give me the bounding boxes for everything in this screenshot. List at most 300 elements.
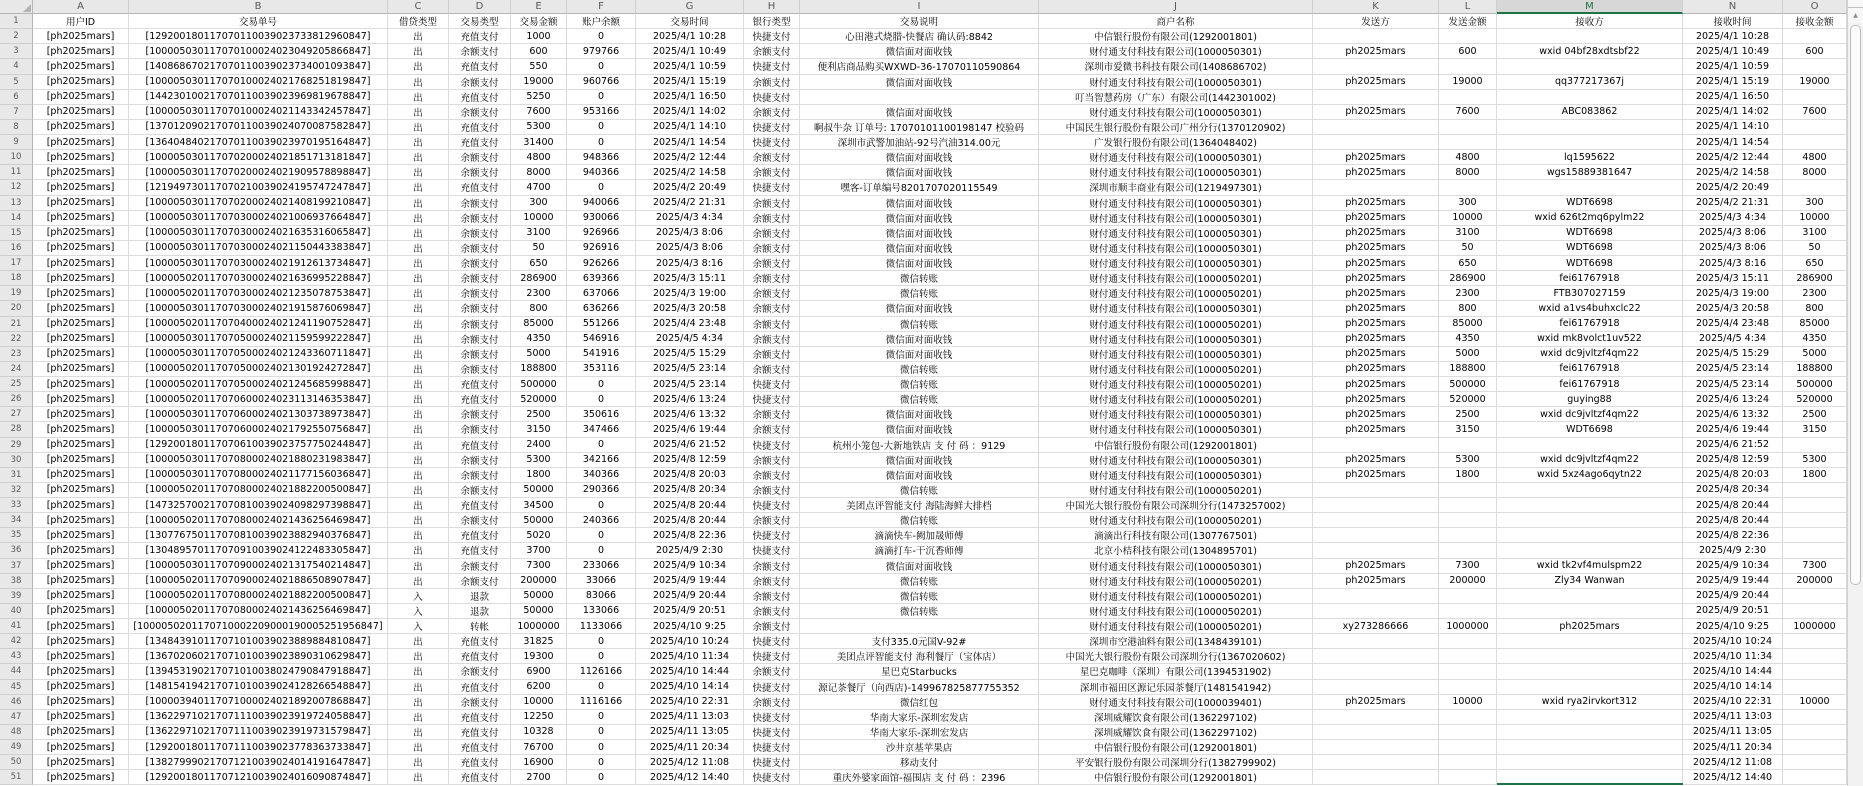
row-number[interactable]: 50 — [0, 755, 33, 770]
cell-H41[interactable]: 余额支付 — [744, 619, 800, 634]
cell-A49[interactable]: [ph2025mars] — [33, 740, 129, 755]
cell-B47[interactable]: [136229710217071110039023919724058847] — [129, 710, 388, 725]
field-header-A1[interactable]: 用户ID — [33, 14, 129, 29]
cell-O23[interactable]: 5000 — [1783, 347, 1847, 362]
cell-D5[interactable]: 余额支付 — [449, 75, 511, 90]
cell-B17[interactable]: [100005030117070300024021912613734847] — [129, 256, 388, 271]
cell-M31[interactable]: wxid 5xz4ago6qytn22 — [1497, 468, 1683, 483]
cell-D10[interactable]: 余额支付 — [449, 150, 511, 165]
cell-G33[interactable]: 2025/4/8 20:44 — [636, 498, 744, 513]
cell-I4[interactable]: 便利店商品购买WXWD-36-17070110590864 — [800, 59, 1039, 74]
cell-C42[interactable]: 出 — [388, 634, 449, 649]
cell-N36[interactable]: 2025/4/9 2:30 — [1683, 543, 1783, 558]
cell-F11[interactable]: 940366 — [567, 165, 636, 180]
cell-O8[interactable] — [1783, 120, 1847, 135]
cell-L27[interactable]: 2500 — [1439, 407, 1497, 422]
cell-L38[interactable]: 200000 — [1439, 574, 1497, 589]
cell-E27[interactable]: 2500 — [511, 407, 567, 422]
cell-O18[interactable]: 286900 — [1783, 271, 1847, 286]
cell-C37[interactable]: 出 — [388, 559, 449, 574]
cell-G18[interactable]: 2025/4/3 15:11 — [636, 271, 744, 286]
cell-L23[interactable]: 5000 — [1439, 347, 1497, 362]
cell-A48[interactable]: [ph2025mars] — [33, 725, 129, 740]
cell-C46[interactable]: 出 — [388, 695, 449, 710]
cell-L43[interactable] — [1439, 649, 1497, 664]
cell-D37[interactable]: 余额支付 — [449, 559, 511, 574]
cell-J3[interactable]: 财付通支付科技有限公司(1000050301) — [1039, 44, 1313, 59]
cell-H34[interactable]: 余额支付 — [744, 513, 800, 528]
cell-D38[interactable]: 余额支付 — [449, 574, 511, 589]
cell-K30[interactable]: ph2025mars — [1313, 453, 1439, 468]
cell-C31[interactable]: 出 — [388, 468, 449, 483]
cell-K40[interactable] — [1313, 604, 1439, 619]
cell-E40[interactable]: 50000 — [511, 604, 567, 619]
cell-B23[interactable]: [100005030117070500024021243360711847] — [129, 347, 388, 362]
cell-A22[interactable]: [ph2025mars] — [33, 332, 129, 347]
cell-N9[interactable]: 2025/4/1 14:54 — [1683, 135, 1783, 150]
cell-A23[interactable]: [ph2025mars] — [33, 347, 129, 362]
cell-I43[interactable]: 美团点评智能支付 海利餐厅（宝体店） — [800, 649, 1039, 664]
cell-I40[interactable]: 微信转账 — [800, 604, 1039, 619]
cell-H21[interactable]: 余额支付 — [744, 317, 800, 332]
cell-H9[interactable]: 快捷支付 — [744, 135, 800, 150]
row-number[interactable]: 45 — [0, 680, 33, 695]
cell-B24[interactable]: [100005020117070500024021301924272847] — [129, 362, 388, 377]
cell-B27[interactable]: [100005030117070600024021303738973847] — [129, 407, 388, 422]
cell-N25[interactable]: 2025/4/5 23:14 — [1683, 377, 1783, 392]
cell-G36[interactable]: 2025/4/9 2:30 — [636, 543, 744, 558]
cell-B30[interactable]: [100005030117070800024021880231983847] — [129, 453, 388, 468]
cell-I30[interactable]: 微信面对面收钱 — [800, 453, 1039, 468]
cell-B26[interactable]: [100005020117070600024023113146353847] — [129, 392, 388, 407]
cell-H20[interactable]: 余额支付 — [744, 301, 800, 316]
cell-J2[interactable]: 中信银行股份有限公司(1292001801) — [1039, 29, 1313, 44]
cell-F17[interactable]: 926266 — [567, 256, 636, 271]
row-number[interactable]: 13 — [0, 196, 33, 211]
row-number[interactable]: 39 — [0, 589, 33, 604]
cell-F48[interactable]: 0 — [567, 725, 636, 740]
cell-K35[interactable] — [1313, 528, 1439, 543]
cell-C24[interactable]: 出 — [388, 362, 449, 377]
cell-C23[interactable]: 出 — [388, 347, 449, 362]
cell-D3[interactable]: 余额支付 — [449, 44, 511, 59]
cell-J16[interactable]: 财付通支付科技有限公司(1000050301) — [1039, 241, 1313, 256]
cell-E33[interactable]: 34500 — [511, 498, 567, 513]
cell-D20[interactable]: 余额支付 — [449, 301, 511, 316]
cell-E30[interactable]: 5300 — [511, 453, 567, 468]
cell-I39[interactable]: 微信转账 — [800, 589, 1039, 604]
cell-G37[interactable]: 2025/4/9 10:34 — [636, 559, 744, 574]
cell-I2[interactable]: 心田港式烧腊-快餐店 确认码:8842 — [800, 29, 1039, 44]
cell-D17[interactable]: 余额支付 — [449, 256, 511, 271]
cell-L31[interactable]: 1800 — [1439, 468, 1497, 483]
cell-E45[interactable]: 6200 — [511, 680, 567, 695]
cell-C51[interactable]: 出 — [388, 770, 449, 785]
cell-K39[interactable] — [1313, 589, 1439, 604]
cell-M25[interactable]: fei61767918 — [1497, 377, 1683, 392]
cell-K27[interactable]: ph2025mars — [1313, 407, 1439, 422]
cell-E24[interactable]: 188800 — [511, 362, 567, 377]
cell-E26[interactable]: 520000 — [511, 392, 567, 407]
cell-C45[interactable]: 出 — [388, 680, 449, 695]
cell-A32[interactable]: [ph2025mars] — [33, 483, 129, 498]
cell-O34[interactable] — [1783, 513, 1847, 528]
cell-C39[interactable]: 入 — [388, 589, 449, 604]
cell-L15[interactable]: 3100 — [1439, 226, 1497, 241]
column-header-J[interactable]: J — [1039, 0, 1313, 14]
cell-D14[interactable]: 余额支付 — [449, 211, 511, 226]
cell-J38[interactable]: 财付通支付科技有限公司(1000050201) — [1039, 574, 1313, 589]
cell-G7[interactable]: 2025/4/1 14:02 — [636, 105, 744, 120]
cell-O49[interactable] — [1783, 740, 1847, 755]
cell-O39[interactable] — [1783, 589, 1847, 604]
cell-D16[interactable]: 余额支付 — [449, 241, 511, 256]
cell-E11[interactable]: 8000 — [511, 165, 567, 180]
cell-C32[interactable]: 出 — [388, 483, 449, 498]
cell-M36[interactable] — [1497, 543, 1683, 558]
cell-O33[interactable] — [1783, 498, 1847, 513]
cell-G11[interactable]: 2025/4/2 14:58 — [636, 165, 744, 180]
field-header-K1[interactable]: 发送方 — [1313, 14, 1439, 29]
cell-H43[interactable]: 快捷支付 — [744, 649, 800, 664]
cell-A45[interactable]: [ph2025mars] — [33, 680, 129, 695]
cell-M11[interactable]: wgs15889381647 — [1497, 165, 1683, 180]
cell-I13[interactable]: 微信面对面收钱 — [800, 196, 1039, 211]
cell-J21[interactable]: 财付通支付科技有限公司(1000050201) — [1039, 317, 1313, 332]
cell-F37[interactable]: 233066 — [567, 559, 636, 574]
cell-I49[interactable]: 沙井京基苹果店 — [800, 740, 1039, 755]
cell-D12[interactable]: 充值支付 — [449, 180, 511, 195]
cell-B38[interactable]: [100005020117070900024021886508907847] — [129, 574, 388, 589]
cell-H50[interactable]: 快捷支付 — [744, 755, 800, 770]
cell-J20[interactable]: 财付通支付科技有限公司(1000050301) — [1039, 301, 1313, 316]
cell-M33[interactable] — [1497, 498, 1683, 513]
cell-I46[interactable]: 微信红包 — [800, 695, 1039, 710]
cell-B16[interactable]: [100005030117070300024021150443383847] — [129, 241, 388, 256]
cell-C30[interactable]: 出 — [388, 453, 449, 468]
cell-D23[interactable]: 余额支付 — [449, 347, 511, 362]
cell-C10[interactable]: 出 — [388, 150, 449, 165]
cell-G50[interactable]: 2025/4/12 11:08 — [636, 755, 744, 770]
cell-D2[interactable]: 充值支付 — [449, 29, 511, 44]
cell-F3[interactable]: 979766 — [567, 44, 636, 59]
cell-M39[interactable] — [1497, 589, 1683, 604]
cell-O44[interactable] — [1783, 664, 1847, 679]
cell-H25[interactable]: 快捷支付 — [744, 377, 800, 392]
cell-N6[interactable]: 2025/4/1 16:50 — [1683, 90, 1783, 105]
select-all-corner[interactable] — [0, 0, 33, 14]
cell-B34[interactable]: [100005020117070800024021436256469847] — [129, 513, 388, 528]
cell-A20[interactable]: [ph2025mars] — [33, 301, 129, 316]
column-header-I[interactable]: I — [800, 0, 1039, 14]
cell-L13[interactable]: 300 — [1439, 196, 1497, 211]
cell-O35[interactable] — [1783, 528, 1847, 543]
row-number[interactable]: 8 — [0, 120, 33, 135]
cell-J6[interactable]: 叮当智慧药房（广东）有限公司(1442301002) — [1039, 90, 1313, 105]
cell-A8[interactable]: [ph2025mars] — [33, 120, 129, 135]
cell-D48[interactable]: 充值支付 — [449, 725, 511, 740]
field-header-B1[interactable]: 交易单号 — [129, 14, 388, 29]
column-header-C[interactable]: C — [388, 0, 449, 14]
cell-G43[interactable]: 2025/4/10 11:34 — [636, 649, 744, 664]
cell-D25[interactable]: 充值支付 — [449, 377, 511, 392]
cell-B8[interactable]: [137012090217070110039024070087582847] — [129, 120, 388, 135]
cell-O16[interactable]: 50 — [1783, 241, 1847, 256]
cell-I50[interactable]: 移动支付 — [800, 755, 1039, 770]
cell-L19[interactable]: 2300 — [1439, 286, 1497, 301]
cell-A41[interactable]: [ph2025mars] — [33, 619, 129, 634]
cell-D28[interactable]: 余额支付 — [449, 422, 511, 437]
cell-K37[interactable]: ph2025mars — [1313, 559, 1439, 574]
cell-J40[interactable]: 财付通支付科技有限公司(1000050201) — [1039, 604, 1313, 619]
cell-G34[interactable]: 2025/4/8 20:44 — [636, 513, 744, 528]
row-number[interactable]: 46 — [0, 695, 33, 710]
cell-I7[interactable]: 微信面对面收钱 — [800, 105, 1039, 120]
cell-E22[interactable]: 4350 — [511, 332, 567, 347]
cell-O27[interactable]: 2500 — [1783, 407, 1847, 422]
cell-K7[interactable]: ph2025mars — [1313, 105, 1439, 120]
cell-K46[interactable]: ph2025mars — [1313, 695, 1439, 710]
cell-D34[interactable]: 余额支付 — [449, 513, 511, 528]
cell-J32[interactable]: 财付通支付科技有限公司(1000050201) — [1039, 483, 1313, 498]
cell-J19[interactable]: 财付通支付科技有限公司(1000050201) — [1039, 286, 1313, 301]
cell-N11[interactable]: 2025/4/2 14:58 — [1683, 165, 1783, 180]
cell-H14[interactable]: 余额支付 — [744, 211, 800, 226]
cell-A39[interactable]: [ph2025mars] — [33, 589, 129, 604]
cell-A21[interactable]: [ph2025mars] — [33, 317, 129, 332]
field-header-I1[interactable]: 交易说明 — [800, 14, 1039, 29]
cell-L9[interactable] — [1439, 135, 1497, 150]
cell-E7[interactable]: 7600 — [511, 105, 567, 120]
cell-I11[interactable]: 微信面对面收钱 — [800, 165, 1039, 180]
cell-O41[interactable]: 1000000 — [1783, 619, 1847, 634]
field-header-N1[interactable]: 接收时间 — [1683, 14, 1783, 29]
cell-H10[interactable]: 余额支付 — [744, 150, 800, 165]
cell-O37[interactable]: 7300 — [1783, 559, 1847, 574]
cell-N29[interactable]: 2025/4/6 21:52 — [1683, 438, 1783, 453]
cell-D24[interactable]: 余额支付 — [449, 362, 511, 377]
cell-F34[interactable]: 240366 — [567, 513, 636, 528]
cell-J8[interactable]: 中国民生银行股份有限公司广州分行(1370120902) — [1039, 120, 1313, 135]
cell-E6[interactable]: 5250 — [511, 90, 567, 105]
cell-J7[interactable]: 财付通支付科技有限公司(1000050301) — [1039, 105, 1313, 120]
cell-K8[interactable] — [1313, 120, 1439, 135]
cell-E2[interactable]: 1000 — [511, 29, 567, 44]
cell-G13[interactable]: 2025/4/2 21:31 — [636, 196, 744, 211]
cell-G5[interactable]: 2025/4/1 15:19 — [636, 75, 744, 90]
cell-E21[interactable]: 85000 — [511, 317, 567, 332]
cell-I38[interactable]: 微信转账 — [800, 574, 1039, 589]
cell-L22[interactable]: 4350 — [1439, 332, 1497, 347]
cell-O40[interactable] — [1783, 604, 1847, 619]
cell-C41[interactable]: 入 — [388, 619, 449, 634]
field-header-E1[interactable]: 交易金额 — [511, 14, 567, 29]
cell-K13[interactable]: ph2025mars — [1313, 196, 1439, 211]
cell-F49[interactable]: 0 — [567, 740, 636, 755]
cell-N15[interactable]: 2025/4/3 8:06 — [1683, 226, 1783, 241]
cell-K38[interactable]: ph2025mars — [1313, 574, 1439, 589]
cell-M13[interactable]: WDT6698 — [1497, 196, 1683, 211]
cell-H18[interactable]: 余额支付 — [744, 271, 800, 286]
cell-J36[interactable]: 北京小桔科技有限公司(1304895701) — [1039, 543, 1313, 558]
cell-D40[interactable]: 退款 — [449, 604, 511, 619]
cell-G45[interactable]: 2025/4/10 14:14 — [636, 680, 744, 695]
cell-L4[interactable] — [1439, 59, 1497, 74]
cell-O7[interactable]: 7600 — [1783, 105, 1847, 120]
cell-C16[interactable]: 出 — [388, 241, 449, 256]
cell-I6[interactable] — [800, 90, 1039, 105]
cell-E43[interactable]: 19300 — [511, 649, 567, 664]
cell-M12[interactable] — [1497, 180, 1683, 195]
cell-C11[interactable]: 出 — [388, 165, 449, 180]
cell-M37[interactable]: wxid tk2vf4mulspm22 — [1497, 559, 1683, 574]
cell-C26[interactable]: 出 — [388, 392, 449, 407]
cell-F23[interactable]: 541916 — [567, 347, 636, 362]
cell-D47[interactable]: 充值支付 — [449, 710, 511, 725]
cell-L40[interactable] — [1439, 604, 1497, 619]
cell-N21[interactable]: 2025/4/4 23:48 — [1683, 317, 1783, 332]
cell-E39[interactable]: 50000 — [511, 589, 567, 604]
cell-C49[interactable]: 出 — [388, 740, 449, 755]
cell-I25[interactable]: 微信转账 — [800, 377, 1039, 392]
cell-D31[interactable]: 余额支付 — [449, 468, 511, 483]
cell-I48[interactable]: 华南大家乐-深圳宏发店 — [800, 725, 1039, 740]
cell-M16[interactable]: WDT6698 — [1497, 241, 1683, 256]
column-header-O[interactable]: O — [1783, 0, 1847, 14]
cell-F12[interactable]: 0 — [567, 180, 636, 195]
cell-B4[interactable]: [140868670217070110039023734001093847] — [129, 59, 388, 74]
cell-G14[interactable]: 2025/4/3 4:34 — [636, 211, 744, 226]
cell-N43[interactable]: 2025/4/10 11:34 — [1683, 649, 1783, 664]
cell-O38[interactable]: 200000 — [1783, 574, 1847, 589]
cell-M18[interactable]: fei61767918 — [1497, 271, 1683, 286]
cell-O13[interactable]: 300 — [1783, 196, 1847, 211]
cell-O14[interactable]: 10000 — [1783, 211, 1847, 226]
row-number[interactable]: 10 — [0, 150, 33, 165]
cell-N50[interactable]: 2025/4/12 11:08 — [1683, 755, 1783, 770]
field-header-J1[interactable]: 商户名称 — [1039, 14, 1313, 29]
cell-L45[interactable] — [1439, 680, 1497, 695]
cell-C48[interactable]: 出 — [388, 725, 449, 740]
cell-K45[interactable] — [1313, 680, 1439, 695]
cell-G20[interactable]: 2025/4/3 20:58 — [636, 301, 744, 316]
column-header-B[interactable]: B — [129, 0, 388, 14]
cell-E8[interactable]: 5300 — [511, 120, 567, 135]
cell-A35[interactable]: [ph2025mars] — [33, 528, 129, 543]
cell-L25[interactable]: 500000 — [1439, 377, 1497, 392]
cell-A27[interactable]: [ph2025mars] — [33, 407, 129, 422]
cell-D50[interactable]: 充值支付 — [449, 755, 511, 770]
cell-A7[interactable]: [ph2025mars] — [33, 105, 129, 120]
cell-K22[interactable]: ph2025mars — [1313, 332, 1439, 347]
cell-C44[interactable]: 出 — [388, 664, 449, 679]
cell-L42[interactable] — [1439, 634, 1497, 649]
cell-C36[interactable]: 出 — [388, 543, 449, 558]
cell-B19[interactable]: [100005020117070300024021235078753847] — [129, 286, 388, 301]
cell-E42[interactable]: 31825 — [511, 634, 567, 649]
cell-O50[interactable] — [1783, 755, 1847, 770]
cell-H29[interactable]: 快捷支付 — [744, 438, 800, 453]
cell-H12[interactable]: 快捷支付 — [744, 180, 800, 195]
cell-O17[interactable]: 650 — [1783, 256, 1847, 271]
cell-J35[interactable]: 滴滴出行科技有限公司(1307767501) — [1039, 528, 1313, 543]
cell-H19[interactable]: 余额支付 — [744, 286, 800, 301]
cell-E31[interactable]: 1800 — [511, 468, 567, 483]
cell-H27[interactable]: 余额支付 — [744, 407, 800, 422]
row-number[interactable]: 12 — [0, 180, 33, 195]
cell-G4[interactable]: 2025/4/1 10:59 — [636, 59, 744, 74]
cell-C21[interactable]: 出 — [388, 317, 449, 332]
cell-B15[interactable]: [100005030117070300024021635316065847] — [129, 226, 388, 241]
cell-G3[interactable]: 2025/4/1 10:49 — [636, 44, 744, 59]
cell-E10[interactable]: 4800 — [511, 150, 567, 165]
cell-N38[interactable]: 2025/4/9 19:44 — [1683, 574, 1783, 589]
cell-G19[interactable]: 2025/4/3 19:00 — [636, 286, 744, 301]
cell-B10[interactable]: [100005030117070200024021851713181847] — [129, 150, 388, 165]
cell-L12[interactable] — [1439, 180, 1497, 195]
cell-C43[interactable]: 出 — [388, 649, 449, 664]
cell-H26[interactable]: 快捷支付 — [744, 392, 800, 407]
row-number[interactable]: 2 — [0, 29, 33, 44]
cell-D6[interactable]: 充值支付 — [449, 90, 511, 105]
cell-M3[interactable]: wxid 04bf28xdtsbf22 — [1497, 44, 1683, 59]
cell-J42[interactable]: 深圳市空港油料有限公司(1348439101) — [1039, 634, 1313, 649]
cell-J24[interactable]: 财付通支付科技有限公司(1000050201) — [1039, 362, 1313, 377]
cell-N32[interactable]: 2025/4/8 20:34 — [1683, 483, 1783, 498]
cell-O21[interactable]: 85000 — [1783, 317, 1847, 332]
cell-G46[interactable]: 2025/4/10 22:31 — [636, 695, 744, 710]
cell-M34[interactable] — [1497, 513, 1683, 528]
cell-I32[interactable]: 微信转账 — [800, 483, 1039, 498]
cell-D18[interactable]: 余额支付 — [449, 271, 511, 286]
cell-F15[interactable]: 926966 — [567, 226, 636, 241]
cell-K4[interactable] — [1313, 59, 1439, 74]
cell-M46[interactable]: wxid rya2irvkort312 — [1497, 695, 1683, 710]
cell-N14[interactable]: 2025/4/3 4:34 — [1683, 211, 1783, 226]
cell-M17[interactable]: WDT6698 — [1497, 256, 1683, 271]
cell-H35[interactable]: 快捷支付 — [744, 528, 800, 543]
cell-I12[interactable]: 嘿客-订单编号8201707020115549 — [800, 180, 1039, 195]
cell-C38[interactable]: 出 — [388, 574, 449, 589]
cell-G38[interactable]: 2025/4/9 19:44 — [636, 574, 744, 589]
cell-L50[interactable] — [1439, 755, 1497, 770]
cell-I17[interactable]: 微信面对面收钱 — [800, 256, 1039, 271]
cell-A24[interactable]: [ph2025mars] — [33, 362, 129, 377]
cell-K19[interactable]: ph2025mars — [1313, 286, 1439, 301]
cell-O42[interactable] — [1783, 634, 1847, 649]
row-number[interactable]: 40 — [0, 604, 33, 619]
cell-H38[interactable]: 余额支付 — [744, 574, 800, 589]
cell-C3[interactable]: 出 — [388, 44, 449, 59]
row-number[interactable]: 1 — [0, 14, 33, 29]
cell-H17[interactable]: 余额支付 — [744, 256, 800, 271]
cell-E48[interactable]: 10328 — [511, 725, 567, 740]
cell-K25[interactable]: ph2025mars — [1313, 377, 1439, 392]
cell-K16[interactable]: ph2025mars — [1313, 241, 1439, 256]
cell-D11[interactable]: 余额支付 — [449, 165, 511, 180]
cell-J4[interactable]: 深圳市爱微书科技有限公司(1408686702) — [1039, 59, 1313, 74]
cell-H40[interactable]: 余额支付 — [744, 604, 800, 619]
cell-D29[interactable]: 充值支付 — [449, 438, 511, 453]
cell-M35[interactable] — [1497, 528, 1683, 543]
cell-M4[interactable] — [1497, 59, 1683, 74]
cell-F5[interactable]: 960766 — [567, 75, 636, 90]
cell-L2[interactable] — [1439, 29, 1497, 44]
row-number[interactable]: 17 — [0, 256, 33, 271]
cell-F44[interactable]: 1126166 — [567, 664, 636, 679]
cell-D26[interactable]: 充值支付 — [449, 392, 511, 407]
row-number[interactable]: 14 — [0, 211, 33, 226]
